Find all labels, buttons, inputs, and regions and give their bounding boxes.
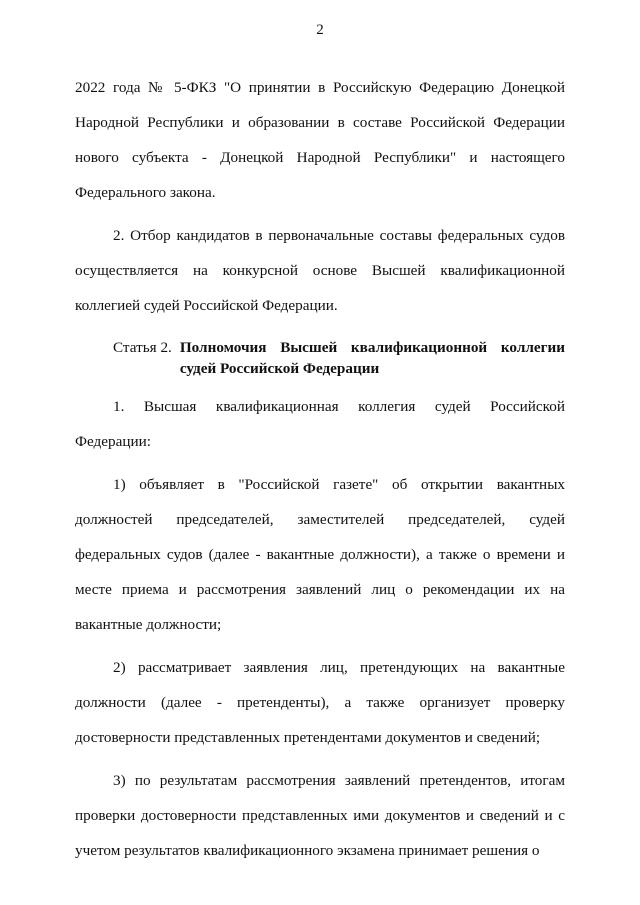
- document-body: [75, 70, 565, 868]
- paragraph-continuation: 2022 года № 5-ФКЗ "О принятии в Российскую Федерацию Донецкой Народной Республики и образовании в составе Российской Федерации нового субъекта - Донецкой Народной Республики" и настоящего Федерального закона.: [75, 79, 565, 201]
- paragraph-part-1: 1. Высшая квалификационная коллегия судей Российской Федерации:: [75, 398, 565, 450]
- article-heading: [113, 337, 565, 379]
- article-title: Полномочия Высшей квалификационной коллегии судей Российской Федерации: [179, 339, 565, 377]
- paragraph-point-3: 3) по результатам рассмотрения заявлений претендентов, итогам проверки достоверности представленных ими документов и сведений и с учетом результатов квалификационного экзамена принимает решения о: [75, 772, 565, 859]
- paragraph-item-2: 2. Отбор кандидатов в первоначальные составы федеральных судов осуществляется на конкурсной основе Высшей квалификационной коллегией судей Российской Федерации.: [75, 227, 565, 314]
- page-number: 2: [316, 22, 324, 38]
- paragraph-point-2: 2) рассматривает заявления лиц, претендующих на вакантные должности (далее - претенденты), а также организует проверку достоверности представленных претендентами документов и сведений;: [75, 659, 565, 746]
- article-label: Статья 2.: [113, 339, 172, 356]
- paragraph-point-1: 1) объявляет в "Российской газете" об открытии вакантных должностей председателей, заместителей председателей, судей федеральных судов (далее - вакантные должности), а также о времени и месте приема и рассмотрения заявлений лиц о рекомендации их на вакантные должности;: [75, 476, 565, 633]
